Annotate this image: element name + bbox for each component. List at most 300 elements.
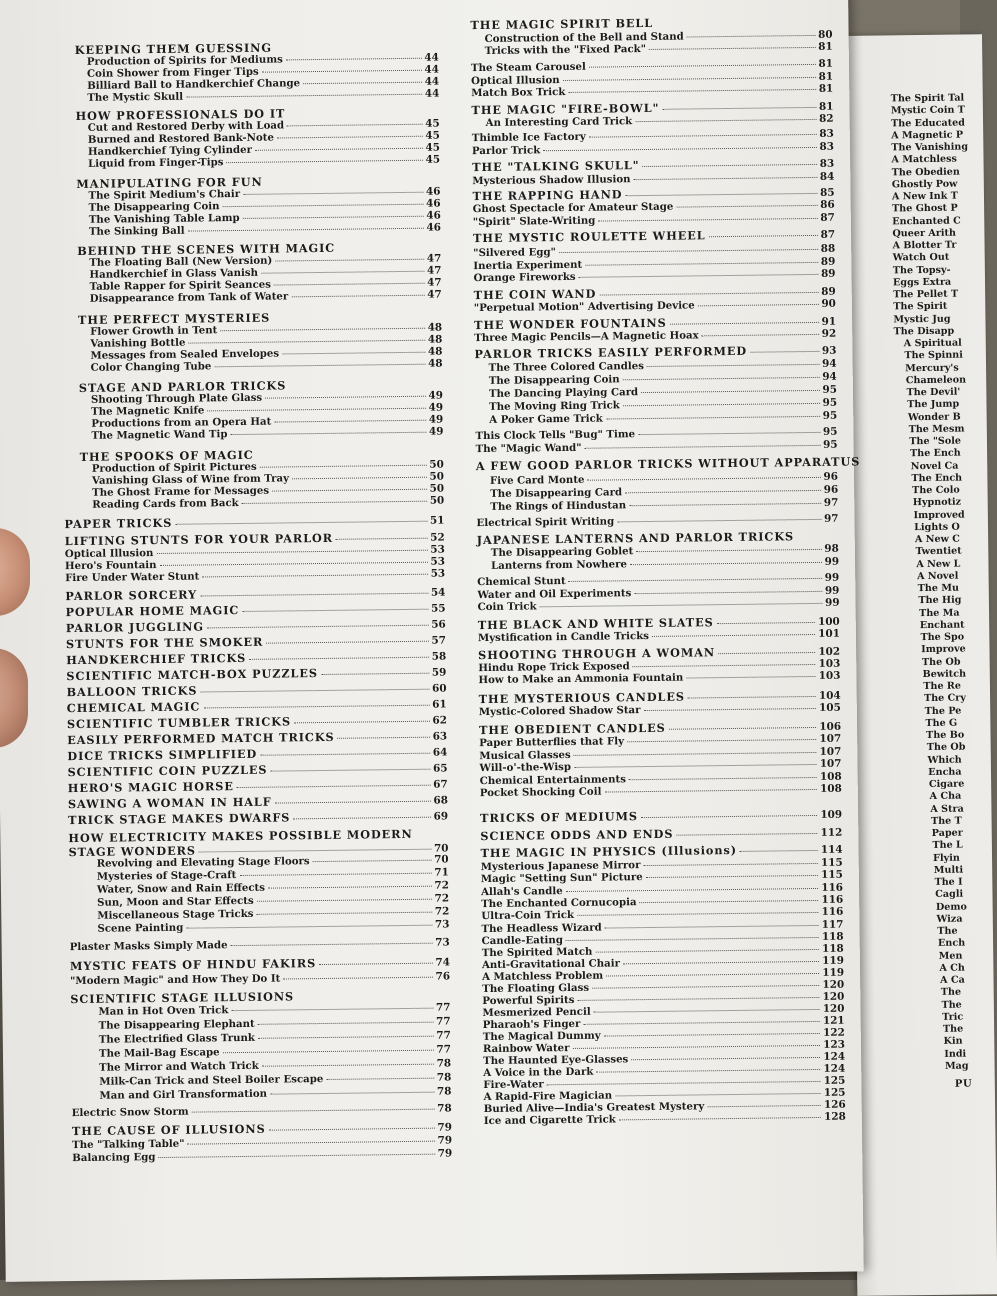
page-number: 53	[430, 555, 446, 568]
dot-leader	[338, 737, 430, 739]
right-page-entry: PU	[954, 1078, 973, 1090]
entry-title: Inertia Experiment	[473, 258, 583, 273]
entry-title: "Silvered Egg"	[473, 246, 556, 260]
dot-leader	[623, 377, 820, 380]
page-number: 102	[818, 645, 841, 658]
page-number: 126	[823, 1098, 846, 1111]
dot-leader	[569, 578, 822, 582]
page-number: 57	[431, 634, 447, 647]
page-number: 79	[437, 1121, 452, 1134]
page-number: 105	[819, 701, 841, 714]
right-page-entry: A New L	[916, 558, 961, 570]
dot-leader	[214, 364, 425, 368]
page-number: 94	[822, 357, 837, 370]
dot-leader	[256, 912, 431, 915]
entry-title: Milk-Can Trick and Steel Boiler Escape	[99, 1073, 324, 1088]
page-number: 49	[428, 425, 444, 438]
entry-title: Chemical Entertainments	[479, 773, 627, 788]
right-page-entry: A Blotter Tr	[892, 239, 957, 252]
entry-title: Man and Girl Transformation	[99, 1087, 268, 1102]
toc-heading: HOW PROFESSIONALS DO IT	[75, 106, 286, 123]
page-number: 53	[430, 567, 446, 580]
entry-title: Reading Cards from Back	[92, 497, 239, 511]
dot-leader	[559, 249, 818, 253]
dot-leader	[313, 860, 432, 862]
toc-heading-entry	[68, 808, 448, 827]
entry-title: SCIENTIFIC MATCH-BOX PUZZLES	[66, 666, 318, 684]
toc-heading: HOW ELECTRICITY MAKES POSSIBLE MODERN	[68, 826, 413, 846]
dot-leader	[243, 216, 424, 219]
right-page-entry: A Cha	[929, 790, 962, 803]
right-page-entry: A New Ink T	[891, 190, 958, 203]
entry-title: Magic "Setting Sun" Picture	[480, 871, 643, 886]
dot-leader	[566, 937, 819, 941]
right-page-entry: Queer Arith	[892, 227, 956, 240]
entry-title: Fire-Water	[483, 1078, 544, 1092]
page-number: 72	[434, 879, 450, 892]
page-number: 121	[822, 1014, 845, 1027]
page-number: 60	[432, 682, 447, 695]
dot-leader	[589, 134, 817, 138]
page-number: 124	[823, 1062, 846, 1075]
dot-leader	[579, 274, 818, 278]
entry-title: Candle-Eating	[481, 934, 563, 948]
entry-title: The Headless Wizard	[481, 921, 602, 936]
page-number: 89	[820, 267, 836, 280]
dot-leader	[270, 769, 430, 772]
dot-leader	[262, 70, 422, 73]
entry-title: The Floating Glass	[482, 981, 590, 996]
dot-leader	[635, 119, 816, 122]
toc-heading: THE SPOOKS OF MAGIC	[79, 447, 254, 464]
right-page-entry: The Vanishing	[891, 141, 969, 154]
page-number: 98	[824, 542, 839, 555]
right-page-entry: Enchant	[919, 619, 965, 631]
toc-heading-entry	[480, 807, 842, 825]
entry-title: The Magnetic Wand Tip	[91, 428, 228, 442]
dot-leader	[634, 591, 822, 594]
right-page-entry: Wiza	[936, 913, 963, 925]
dot-leader	[336, 538, 427, 540]
dot-leader	[237, 785, 430, 788]
page-number: 93	[821, 344, 837, 357]
entry-title: How to Make an Ammonia Fountain	[478, 671, 684, 687]
page-number: 114	[820, 843, 843, 856]
page-number: 97	[823, 512, 839, 525]
toc-heading: MANIPULATING FOR FUN	[76, 174, 263, 191]
page-number: 108	[819, 770, 842, 783]
entry-title: Plaster Masks Simply Made	[69, 939, 228, 954]
entry-title: Sun, Moon and Star Effects	[97, 894, 254, 909]
page-number: 78	[436, 1057, 452, 1070]
dot-leader	[186, 925, 432, 929]
entry-title: Miscellaneous Stage Tricks	[97, 907, 254, 922]
entry-title: The Spirit Medium's Chair	[88, 187, 241, 202]
entry-title: The Spirited Match	[481, 945, 593, 960]
dot-leader	[282, 352, 425, 355]
dot-leader	[687, 35, 815, 38]
toc-entry	[70, 936, 450, 953]
page-number: 50	[429, 458, 444, 471]
dot-leader	[270, 1092, 434, 1095]
right-page-entry: The Educated	[891, 117, 965, 129]
page-number: 81	[818, 40, 833, 53]
page-number: 81	[818, 100, 834, 113]
page-number: 109	[820, 808, 843, 821]
entry-title: The Magnetic Knife	[91, 404, 205, 418]
page-number: 81	[818, 82, 834, 95]
dot-leader	[641, 390, 819, 393]
entry-title: Buried Alive—India's Greatest Mystery	[483, 1100, 705, 1116]
page-number: 99	[824, 571, 840, 584]
page-number: 77	[435, 1001, 451, 1014]
page-number: 71	[434, 866, 449, 879]
page-number: 51	[429, 514, 445, 527]
page-number: 47	[427, 276, 442, 289]
page-number: 44	[424, 51, 439, 64]
page-number: 62	[432, 714, 448, 727]
right-page-entry: The Ench	[911, 472, 963, 484]
entry-title: The Moving Ring Trick	[489, 399, 620, 413]
right-page-entry: A New C	[914, 533, 960, 546]
dot-leader	[303, 82, 422, 84]
entry-title: Ghost Spectacle for Amateur Stage	[472, 200, 674, 216]
right-page-entry: A Spiritual	[903, 337, 962, 350]
entry-title: Liquid from Finger-Tips	[88, 156, 224, 170]
dot-leader	[257, 899, 432, 902]
toc-heading: KEEPING THEM GUESSING	[74, 40, 272, 57]
page-number: 86	[820, 198, 835, 211]
dot-leader	[566, 888, 819, 892]
entry-title: Three Magic Pencils—A Magnetic Hoax	[474, 329, 699, 345]
dot-leader	[293, 817, 430, 820]
dot-leader	[242, 609, 428, 612]
page-number: 120	[822, 990, 845, 1003]
dot-leader	[249, 657, 428, 660]
page-number: 72	[434, 905, 450, 918]
entry-title: SCIENTIFIC COIN PUZZLES	[67, 762, 268, 780]
page-number: 69	[433, 810, 449, 823]
dot-leader	[630, 562, 822, 565]
page-number: 78	[436, 1085, 452, 1098]
dot-leader	[242, 501, 427, 504]
entry-title: Musical Glasses	[479, 748, 571, 763]
entry-title: Handkerchief Tying Cylinder	[87, 143, 253, 158]
page-number: 48	[427, 345, 443, 358]
right-page-entry: Eggs Extra	[892, 276, 952, 289]
entry-title: Burned and Restored Bank-Note	[87, 131, 274, 146]
toc-entry	[72, 1102, 452, 1119]
page-number: 54	[430, 586, 446, 599]
dot-leader	[629, 777, 817, 780]
entry-title: The Disappearing Elephant	[98, 1017, 255, 1032]
page-number: 82	[819, 112, 834, 125]
dot-leader	[277, 136, 422, 139]
page-number: 83	[819, 127, 834, 140]
entry-title: Scene Painting	[97, 921, 184, 935]
page-number: 50	[429, 494, 445, 507]
dot-leader	[239, 873, 431, 876]
dot-leader	[258, 1036, 433, 1039]
entry-title: Electric Snow Storm	[71, 1105, 189, 1120]
right-page-entry: The Ench	[909, 447, 961, 460]
dot-leader	[200, 689, 429, 693]
right-page-entry: Demo	[935, 901, 967, 913]
page-number: 44	[424, 87, 440, 100]
dot-leader	[326, 1078, 434, 1080]
entry-title: The Disappearing Card	[490, 486, 623, 500]
entry-title: Match Box Trick	[471, 85, 566, 100]
dot-leader	[623, 403, 820, 406]
right-page-entry: Mag	[944, 1060, 969, 1072]
entry-title: SAWING A WOMAN IN HALF	[67, 794, 272, 812]
page-number: 59	[431, 666, 447, 679]
right-page	[842, 34, 997, 1296]
entry-title: THE MYSTIC ROULETTE WHEEL	[472, 228, 706, 246]
page-number: 53	[430, 543, 445, 556]
entry-title: THE MAGIC "FIRE-BOWL"	[471, 100, 660, 118]
entry-title: The Disappearing Coin	[88, 200, 220, 214]
toc-heading-entry	[64, 512, 444, 531]
dot-leader	[265, 396, 425, 399]
page-number: 79	[437, 1134, 453, 1147]
right-page-entry: Men	[938, 950, 963, 962]
entry-title: Ice and Cigarette Trick	[483, 1113, 616, 1128]
entry-title: Cut and Restored Derby with Load	[87, 119, 285, 134]
right-page-entry: A Ca	[940, 974, 965, 986]
entry-title: "Spirit" Slate-Writing	[472, 214, 596, 229]
entry-title: HANDKERCHIEF TRICKS	[66, 650, 247, 668]
right-page-entry: Lights O	[914, 521, 960, 533]
entry-title: Lanterns from Nowhere	[490, 558, 628, 572]
entry-title: The Disappearing Goblet	[490, 545, 634, 559]
dot-leader	[625, 490, 821, 493]
dot-leader	[274, 420, 426, 423]
dot-leader	[243, 192, 423, 195]
toc-entry	[70, 970, 450, 987]
page-number: 119	[822, 954, 844, 967]
dot-leader	[688, 696, 816, 699]
dot-leader	[223, 204, 424, 207]
page-number: 103	[818, 669, 841, 682]
entry-title: POPULAR HOME MAGIC	[65, 603, 240, 620]
entry-title: SHOOTING THROUGH A WOMAN	[478, 645, 716, 663]
entry-title: Hero's Fountain	[64, 559, 157, 573]
right-page-entry: Cagli	[935, 888, 964, 901]
right-page-entry: Ench	[937, 937, 966, 950]
page-number: 85	[819, 186, 835, 199]
right-page-entry: Encha	[928, 766, 962, 778]
right-page-entry: The Topsy-	[892, 264, 951, 276]
dot-leader	[589, 64, 816, 68]
page-number: 72	[434, 892, 450, 905]
page-number: 77	[436, 1029, 451, 1042]
dot-leader	[698, 304, 819, 306]
dot-leader	[275, 801, 431, 804]
dot-leader	[202, 574, 427, 578]
page-number: 49	[428, 413, 444, 426]
entry-title: This Clock Tells "Bug" Time	[475, 428, 636, 443]
dot-leader	[631, 1057, 820, 1060]
dot-leader	[262, 1064, 434, 1067]
right-page-entry: Bewitch	[922, 668, 967, 680]
entry-title: The Ghost Frame for Messages	[92, 484, 270, 499]
page-number: 55	[431, 602, 446, 615]
entry-title: Mesmerized Pencil	[482, 1005, 591, 1020]
entry-title: Fire Under Water Stunt	[65, 570, 200, 585]
entry-title: "Modern Magic" and How They Do It	[70, 972, 281, 988]
page-number: 128	[824, 1110, 846, 1123]
right-page-entry: The Obedien	[891, 166, 960, 178]
page-number: 48	[427, 321, 443, 334]
entry-title: The Dancing Playing Card	[488, 386, 639, 400]
dot-leader	[592, 985, 819, 989]
right-page-entry: The Spo	[920, 631, 965, 644]
right-page-entry: The Spinni	[904, 349, 963, 362]
dot-leader	[646, 875, 818, 878]
page-number: 63	[432, 730, 448, 743]
entry-title: An Interesting Card Trick	[485, 115, 633, 129]
entry-title: The Magical Dummy	[482, 1029, 601, 1044]
page-number: 46	[426, 221, 441, 234]
page-number: 99	[824, 584, 840, 597]
toc-heading-entry	[480, 825, 842, 843]
entry-title: A Voice in the Dark	[483, 1065, 594, 1080]
dot-leader	[255, 148, 422, 151]
toc-heading: STAGE AND PARLOR TRICKS	[78, 378, 287, 395]
dot-leader	[260, 465, 427, 468]
entry-title: Paper Butterflies that Fly	[479, 735, 625, 750]
right-page-entry: The T	[930, 815, 962, 827]
entry-title: The "Talking Table"	[72, 1137, 185, 1152]
dot-leader	[750, 351, 819, 353]
right-page-entry: Mystic Jug	[893, 313, 951, 325]
page-number: 95	[822, 383, 837, 396]
dot-leader	[709, 235, 818, 237]
dot-leader	[258, 1022, 433, 1025]
entry-title: THE MAGIC IN PHYSICS (Illusions)	[480, 842, 738, 861]
page-number: 47	[426, 252, 442, 265]
dot-leader	[321, 673, 429, 675]
entry-title: Balancing Egg	[72, 1151, 156, 1165]
dot-leader	[627, 739, 816, 742]
entry-title: Thimble Ice Factory	[471, 130, 586, 145]
page-number: 70	[433, 842, 449, 855]
page-number: 116	[821, 893, 844, 906]
toc-heading: A FEW GOOD PARLOR TRICKS WITHOUT APPARATUS	[475, 454, 861, 474]
page-number: 104	[818, 689, 841, 702]
dot-leader	[203, 705, 429, 709]
right-page-entry: Paper	[931, 827, 963, 839]
dot-leader	[294, 721, 430, 724]
entry-title: STAGE WONDERS	[68, 843, 197, 860]
page-number: 87	[820, 211, 835, 224]
page-number: 65	[432, 762, 448, 775]
toc-heading: BEHIND THE SCENES WITH MAGIC	[77, 240, 336, 258]
dot-leader	[604, 789, 817, 793]
page-number: 117	[821, 918, 844, 931]
right-page-entry: Improve	[921, 643, 966, 656]
page-number: 45	[425, 129, 440, 142]
entry-title: THE COIN WAND	[473, 286, 597, 303]
dot-leader	[640, 900, 819, 903]
entry-title: The Three Colored Candles	[488, 360, 644, 374]
dot-leader	[633, 664, 816, 667]
toc-heading: JAPANESE LANTERNS AND PARLOR TRICKS	[476, 529, 795, 548]
page-number: 95	[822, 396, 838, 409]
dot-leader	[606, 973, 819, 977]
page-number: 116	[821, 905, 844, 918]
dot-leader	[619, 1117, 821, 1120]
right-page-entry: A Stra	[930, 803, 964, 815]
dot-leader	[634, 177, 817, 180]
dot-leader	[649, 47, 815, 50]
right-page-entry: Twentiet	[915, 545, 962, 558]
right-page-entry: Enchanted C	[892, 215, 961, 227]
page-number: 56	[431, 618, 446, 631]
page-number: 120	[822, 1002, 845, 1015]
right-page-entry: Multi	[933, 864, 964, 876]
dot-leader	[175, 521, 427, 525]
right-page-entry: The I	[934, 876, 963, 888]
dot-leader	[543, 147, 816, 151]
entry-title: SCIENTIFIC TUMBLER TRICKS	[66, 714, 292, 732]
entry-title: HERO'S MAGIC HORSE	[67, 779, 234, 796]
right-page-entry: Tric	[942, 1011, 964, 1023]
dot-leader	[226, 160, 422, 163]
entry-title: The Mail-Bag Escape	[98, 1046, 220, 1060]
entry-title: Shooting Through Plate Glass	[90, 391, 263, 406]
entry-title: Electrical Spirit Writing	[476, 515, 615, 530]
page-number: 79	[437, 1147, 453, 1160]
entry-title: Revolving and Elevating Stage Floors	[96, 855, 310, 870]
page-number: 52	[430, 531, 445, 544]
toc-entry	[99, 1085, 451, 1101]
entry-title: Vanishing Glass of Wine from Tray	[91, 472, 290, 487]
entry-title: Will-o'-the-Wisp	[479, 760, 572, 775]
dot-leader	[605, 925, 819, 929]
right-page-entry: Kin	[943, 1035, 963, 1048]
dot-leader	[625, 193, 817, 196]
dot-leader	[230, 432, 425, 435]
entry-title: The Disappearing Coin	[488, 373, 620, 387]
entry-title: Optical Illusion	[471, 74, 560, 88]
entry-title: A Matchless Problem	[481, 969, 604, 984]
dot-leader	[638, 432, 820, 435]
entry-title: A Poker Game Trick	[489, 412, 603, 426]
dot-leader	[652, 634, 815, 637]
page-number: 122	[823, 1026, 845, 1039]
dot-leader	[568, 89, 815, 93]
page-number: 120	[822, 978, 845, 991]
right-page-entry: The Ob	[921, 656, 961, 668]
page-number: 107	[819, 757, 842, 770]
entry-title: Production of Spirits for Mediums	[86, 53, 283, 68]
dot-leader	[615, 1093, 821, 1097]
dot-leader	[287, 124, 422, 127]
page-number: 107	[819, 732, 842, 745]
dot-leader	[577, 997, 819, 1001]
entry-title: Powerful Spirits	[482, 993, 575, 1008]
page-number: 124	[823, 1050, 846, 1063]
dot-leader	[572, 1045, 820, 1049]
page-number: 80	[818, 28, 833, 41]
entry-title: Productions from an Opera Hat	[91, 415, 272, 430]
page-number: 96	[823, 470, 839, 483]
entry-title: Allah's Candle	[480, 885, 563, 899]
right-page-entry: The Cry	[923, 692, 966, 705]
page-number: 44	[424, 75, 440, 88]
